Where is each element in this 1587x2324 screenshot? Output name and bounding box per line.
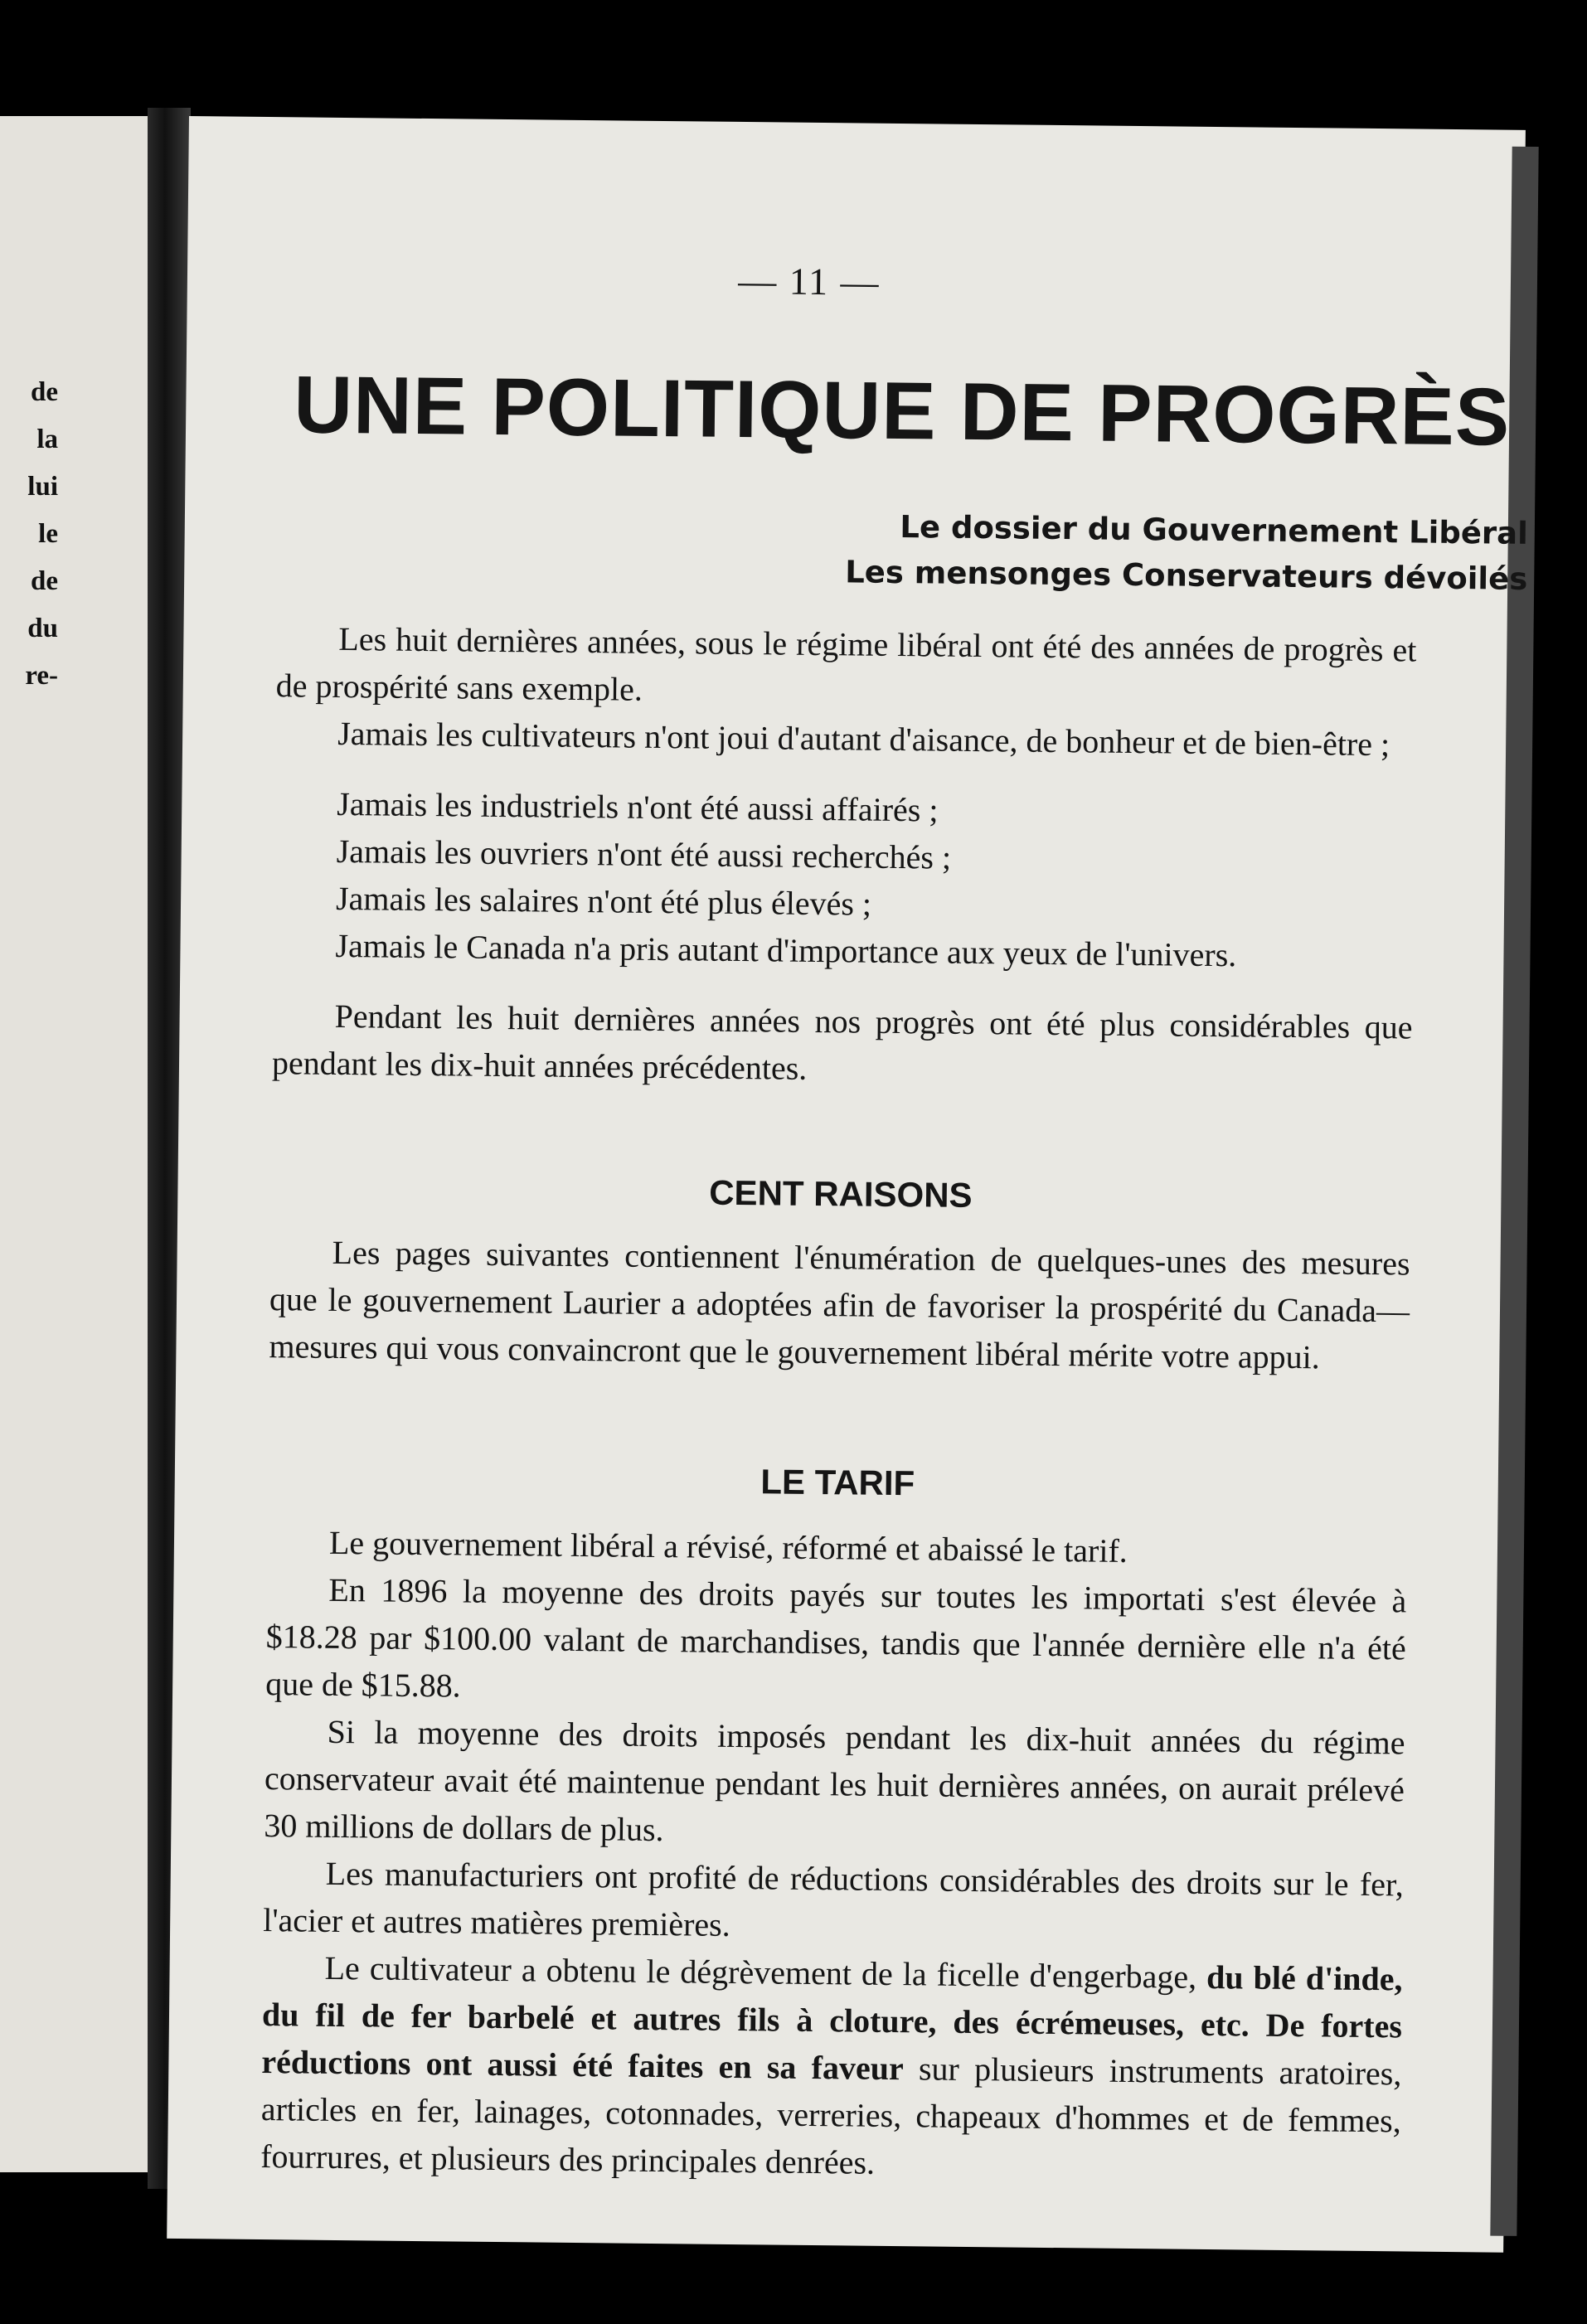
paragraph: Le gouvernement libéral a révisé, réformé et abaissé le tarif. xyxy=(328,1523,1128,1570)
paragraph: Si la moyenne des droits imposés pendant les dix-huit années du régime conservateur avait été maintenue pendant les huit dernières années, on aurait prélevé 30 millions de dollars de plus. xyxy=(264,1712,1405,1849)
text-run: Le cultivateur a obtenu le dégrèvement de la ficelle d'engerbage, xyxy=(324,1948,1197,1996)
paragraph: Jamais les salaires n'ont été plus élevés ; xyxy=(335,879,872,923)
paragraph: Les pages suivantes contiennent l'énumération de quelques-unes des mesures que le gouvernement Laurier a adoptées afin de favoriser la prospérité du Canada—mesures qui vous convaincront que le gouvernement libéral mérite votre appui. xyxy=(269,1233,1410,1376)
section-heading-le-tarif: LE TARIF xyxy=(760,1462,915,1503)
fragment: de xyxy=(31,566,58,596)
fragment: la xyxy=(36,425,58,454)
paragraph: Jamais les cultivateurs n'ont joui d'autant d'aisance, de bonheur et de bien-être ; xyxy=(337,714,1390,764)
left-page-edge xyxy=(0,116,148,2172)
page-title: UNE POLITIQUE DE PROGRÈS xyxy=(293,358,1511,463)
document-page xyxy=(167,116,1529,2253)
le-tarif-section xyxy=(260,1518,1407,2191)
page-number: — 11 — xyxy=(738,259,881,303)
intro-section xyxy=(272,614,1417,1098)
fragment: re- xyxy=(25,661,58,691)
paragraph: Pendant les huit dernières années nos progrès ont été plus considérables que pendant les dix-huit années précédentes. xyxy=(271,997,1413,1087)
text-run: sur plusieurs instruments aratoires, articles en fer, lainages, cotonnades, verreries, chapeaux d'hommes et de femmes, fourrures, et plusieurs des principales denrées. xyxy=(260,2050,1402,2181)
paragraph: Jamais le Canada n'a pris autant d'importance aux yeux de l'univers. xyxy=(335,926,1237,974)
section-heading-cent-raisons: CENT RAISONS xyxy=(709,1172,973,1215)
cent-raisons-section xyxy=(269,1228,1410,1381)
paragraph: Les huit dernières années, sous le régime libéral ont été des années de progrès et de prospérité sans exemple. xyxy=(275,619,1417,708)
fragment: le xyxy=(38,519,58,549)
paragraph: Jamais les ouvriers n'ont été aussi recherchés ; xyxy=(336,832,952,876)
fragment: du xyxy=(27,614,58,643)
fragment: lui xyxy=(27,472,58,502)
paragraph: Jamais les industriels n'ont été aussi affairés ; xyxy=(337,784,939,829)
bold-text-run: du blé d'inde, du fil de fer barbelé et autres fils à cloture, des écrémeuses, etc. De fortes réductions ont aussi été faites en sa faveur xyxy=(261,1958,1403,2088)
paragraph: Les manufacturiers ont profité de réductions considérables des droits sur le fer, l'acier et autres matières premières. xyxy=(262,1854,1404,1943)
left-page-text-fragments xyxy=(0,369,58,700)
fragment: de xyxy=(31,377,58,407)
subtitle-line-2: Les mensonges Conservateurs dévoilés xyxy=(844,554,1528,597)
subtitle-line-1: Le dossier du Gouvernement Libéral xyxy=(900,509,1529,551)
paragraph xyxy=(260,1943,1403,2191)
paragraph: En 1896 la moyenne des droits payés sur toutes les importati s'est élevée à $18.28 par $100.00 valant de marchandises, tandis que l'année dernière elle n'a été que de $15.88. xyxy=(264,1570,1407,1705)
